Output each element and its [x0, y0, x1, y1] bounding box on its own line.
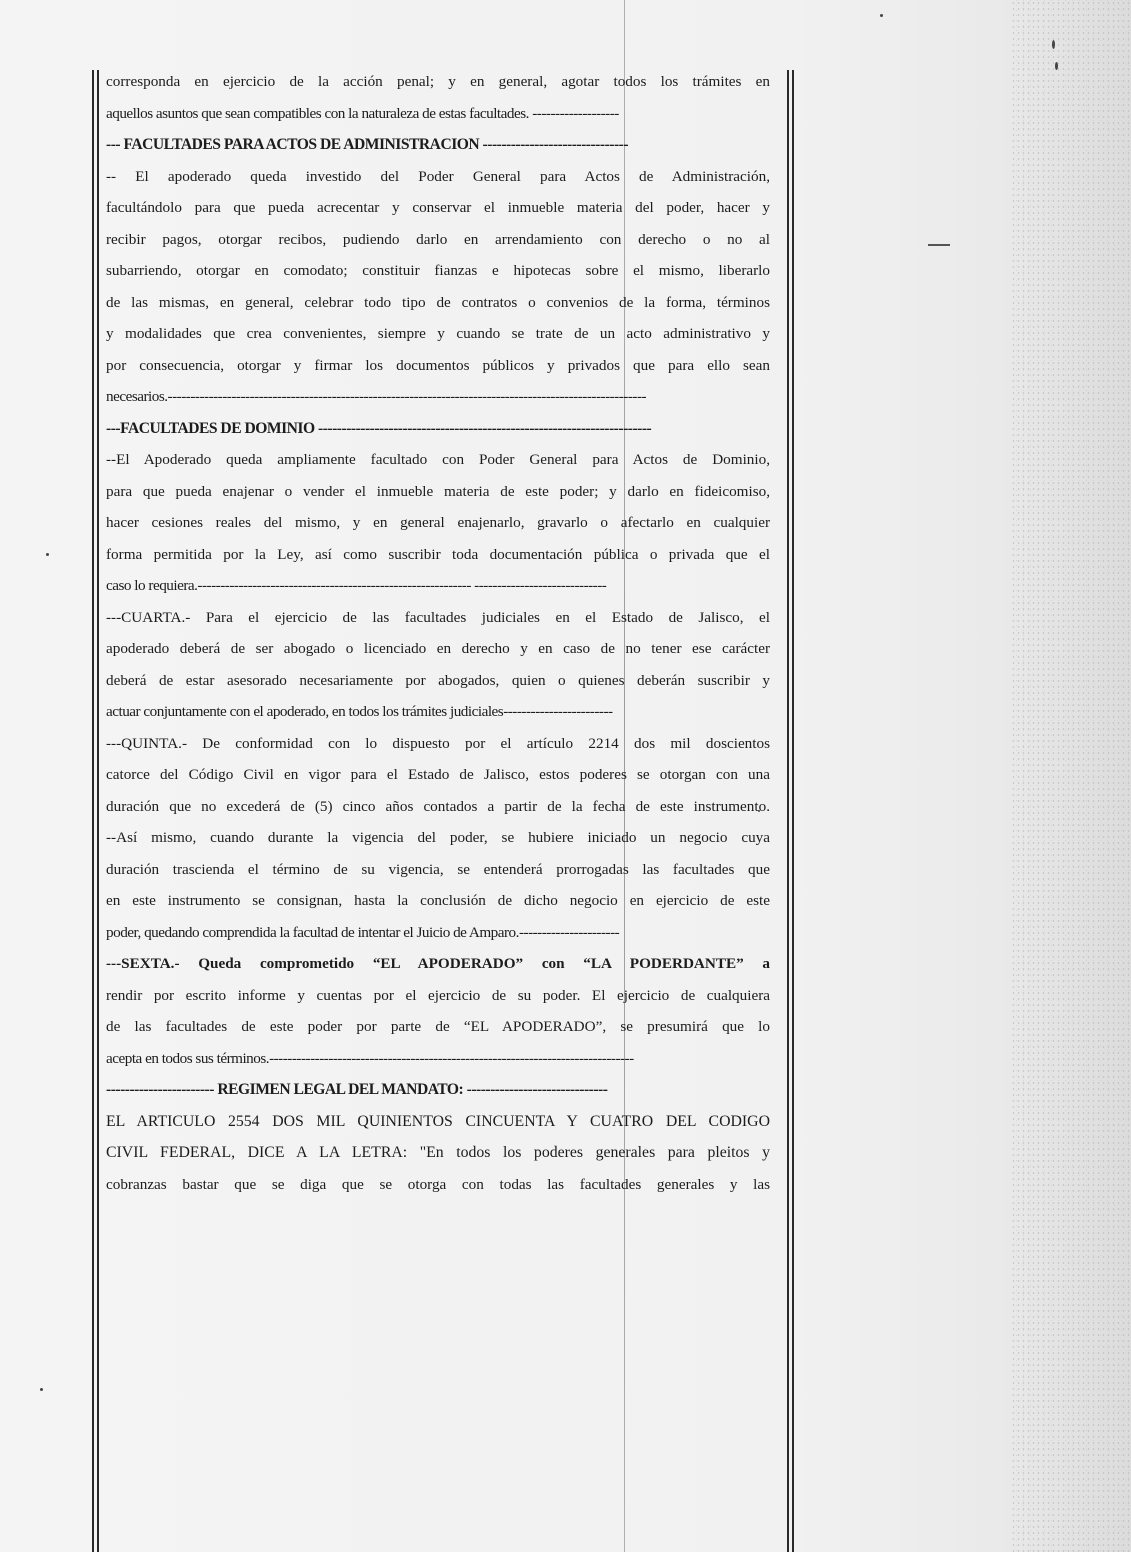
- text-line: forma permitida por la Ley, así como suscribir toda documentación pública o privada que el: [106, 545, 770, 563]
- speck: [1055, 62, 1058, 70]
- text-line: subarriendo, otorgar en comodato; constituir fianzas e hipotecas sobre el mismo, liberarlo: [106, 262, 770, 279]
- section-heading-dominio: ---FACULTADES DE DOMINIO -----------------------------------------------------------------------: [106, 419, 652, 437]
- text-line: recibir pagos, otorgar recibos, pudiendo darlo en arrendamiento con derecho o no al: [106, 230, 770, 248]
- text-line: duración que no excederá de (5) cinco años contados a partir de la fecha de este instrumento.: [106, 797, 770, 815]
- text-line: -- El apoderado queda investido del Poder General para Actos de Administración,: [106, 167, 770, 185]
- text-line: EL ARTICULO 2554 DOS MIL QUINIENTOS CINCUENTA Y CUATRO DEL CODIGO: [106, 1112, 770, 1130]
- text-line: caso lo requiera.------------------------------------------------------------ -----------------------------: [106, 577, 607, 594]
- text-line: CIVIL FEDERAL, DICE A LA LETRA: "En todos los poderes generales para pleitos y: [106, 1144, 770, 1161]
- text-line: aquellos asuntos que sean compatibles con la naturaleza de estas facultades. -------------------: [106, 104, 619, 122]
- text-line: cobranzas bastar que se diga que se otorga con todas las facultades generales y las: [106, 1175, 770, 1193]
- right-border-line-outer: [792, 70, 794, 1552]
- speck: [40, 1388, 43, 1391]
- scan-edge-noise: [1011, 0, 1131, 1552]
- right-border-line-inner: [787, 70, 789, 1552]
- text-line: por consecuencia, otorgar y firmar los documentos públicos y privados que para ello sean: [106, 356, 770, 374]
- text-line: facultándolo para que pueda acrecentar y conservar el inmueble materia del poder, hacer y: [106, 199, 770, 216]
- text-line: catorce del Código Civil en vigor para el Estado de Jalisco, estos poderes se otorgan con una: [106, 766, 770, 783]
- text-line: hacer cesiones reales del mismo, y en general enajenarlo, gravarlo o afectarlo en cualquier: [106, 514, 770, 531]
- margin-mark: [928, 244, 950, 246]
- text-line: para que pueda enajenar o vender el inmueble materia de este poder; y darlo en fideicomiso,: [106, 482, 770, 500]
- text-line: en este instrumento se consignan, hasta la conclusión de dicho negocio en ejercicio de este: [106, 892, 770, 909]
- speck: [46, 553, 49, 556]
- text-line: acepta en todos sus términos.--------------------------------------------------------------------------------: [106, 1049, 634, 1067]
- text-line: --El Apoderado queda ampliamente facultado con Poder General para Actos de Dominio,: [106, 451, 770, 468]
- text-line: de las facultades de este poder por parte de “EL APODERADO”, se presumirá que lo: [106, 1018, 770, 1035]
- text-line: poder, quedando comprendida la facultad de intentar el Juicio de Amparo.----------------------: [106, 923, 620, 941]
- clause-sexta: ---SEXTA.- Queda comprometido “EL APODERADO” con “LA PODERDANTE” a: [106, 955, 770, 972]
- clause-quinta: ---QUINTA.- De conformidad con lo dispuesto por el artículo 2214 dos mil doscientos: [106, 734, 770, 752]
- left-border-line-inner: [97, 70, 99, 1552]
- text-line: deberá de estar asesorado necesariamente por abogados, quien o quienes deberán suscribir y: [106, 671, 770, 689]
- text-line: de las mismas, en general, celebrar todo tipo de contratos o convenios de la forma, términos: [106, 293, 770, 311]
- document-body: [106, 66, 770, 1200]
- clause-cuarta: ---CUARTA.- Para el ejercicio de las facultades judiciales en el Estado de Jalisco, el: [106, 608, 770, 626]
- text-line: y modalidades que crea convenientes, siempre y cuando se trate de un acto administrativo y: [106, 325, 770, 342]
- text-line: apoderado deberá de ser abogado o licenciado en derecho y en caso de no tener ese carácter: [106, 640, 770, 657]
- speck: [880, 14, 883, 17]
- text-line: duración trascienda el término de su vigencia, se entenderá prorrogadas las facultades que: [106, 860, 770, 878]
- text-line: necesarios.---------------------------------------------------------------------------------------------------------: [106, 388, 647, 405]
- section-heading-regimen-legal: ----------------------- REGIMEN LEGAL DEL MANDATO: ------------------------------: [106, 1081, 608, 1098]
- section-heading-administracion: --- FACULTADES PARA ACTOS DE ADMINISTRACION -------------------------------: [106, 136, 629, 153]
- speck: [1052, 40, 1055, 49]
- text-line: --Así mismo, cuando durante la vigencia del poder, se hubiere iniciado un negocio cuya: [106, 829, 770, 846]
- text-line: actuar conjuntamente con el apoderado, en todos los trámites judiciales------------------------: [106, 703, 613, 720]
- text-line: corresponda en ejercicio de la acción penal; y en general, agotar todos los trámites en: [106, 73, 770, 90]
- text-line: rendir por escrito informe y cuentas por el ejercicio de su poder. El ejercicio de cualquiera: [106, 986, 770, 1004]
- left-border-line-outer: [92, 70, 94, 1552]
